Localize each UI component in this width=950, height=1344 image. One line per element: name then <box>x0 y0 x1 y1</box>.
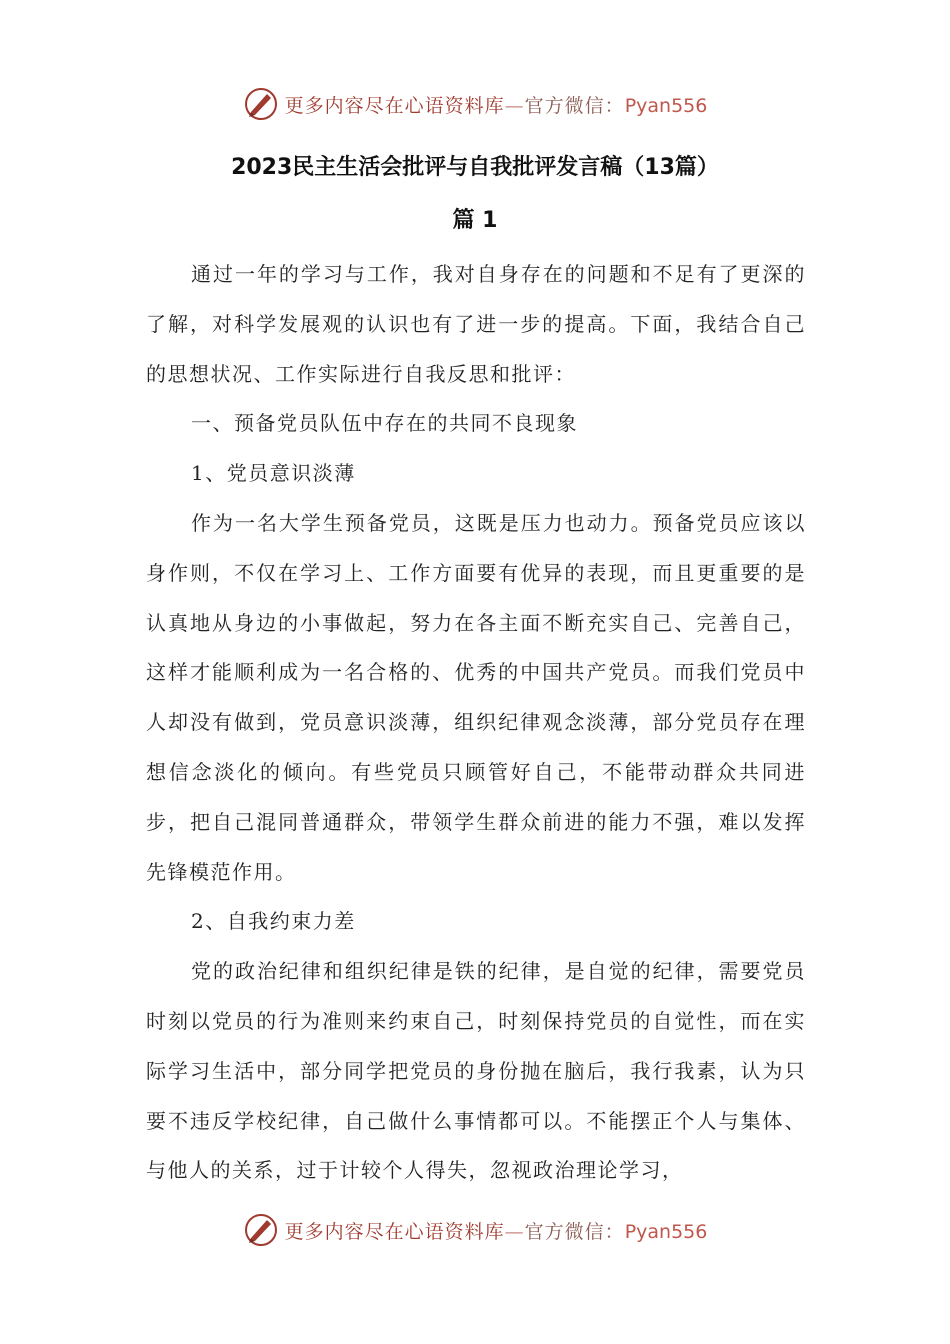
watermark-text: 更多内容尽在心语资料库—官方微信：Pyan556 <box>284 1220 708 1243</box>
heading-level1: 一、预备党员队伍中存在的共同不良现象 <box>191 411 578 436</box>
heading-level2: 1、党员意识淡薄 <box>191 461 356 486</box>
document-body <box>146 250 806 1196</box>
section-heading: 篇 1 <box>452 208 498 233</box>
paragraph: 党的政治纪律和组织纪律是铁的纪律，是自觉的纪律，需要党员时刻以党员的行为准则来约束自己，时刻保持党员的自觉性，而在实际学习生活中，部分同学把党员的身份抛在脑后，我行我素，认为只要不违反学校纪律，自己做什么事情都可以。不能摆正个人与集体、与他人的关系，过于计较个人得失，忽视政治理论学习， <box>146 959 806 1183</box>
watermark-banner-bottom <box>0 1208 950 1252</box>
heading-level2: 2、自我约束力差 <box>191 909 356 934</box>
watermark-text: 更多内容尽在心语资料库—官方微信：Pyan556 <box>284 94 708 117</box>
pen-logo-icon <box>243 1212 279 1248</box>
watermark-banner-top <box>0 82 950 126</box>
paragraph: 通过一年的学习与工作，我对自身存在的问题和不足有了更深的了解，对科学发展观的认识也有了进一步的提高。下面，我结合自己的思想状况、工作实际进行自我反思和批评： <box>146 262 806 386</box>
document-title: 2023民主生活会批评与自我批评发言稿（13篇） <box>231 155 719 180</box>
pen-logo-icon <box>243 86 279 122</box>
paragraph: 作为一名大学生预备党员，这既是压力也动力。预备党员应该以身作则，不仅在学习上、工作方面要有优异的表现，而且更重要的是认真地从身边的小事做起，努力在各主面不断充实自己、完善自己，这样才能顺利成为一名合格的、优秀的中国共产党员。而我们党员中人却没有做到，党员意识淡薄，组织纪律观念淡薄，部分党员存在理想信念淡化的倾向。有些党员只顾管好自己，不能带动群众共同进步，把自己混同普通群众，带领学生群众前进的能力不强，难以发挥先锋模范作用。 <box>146 510 806 884</box>
